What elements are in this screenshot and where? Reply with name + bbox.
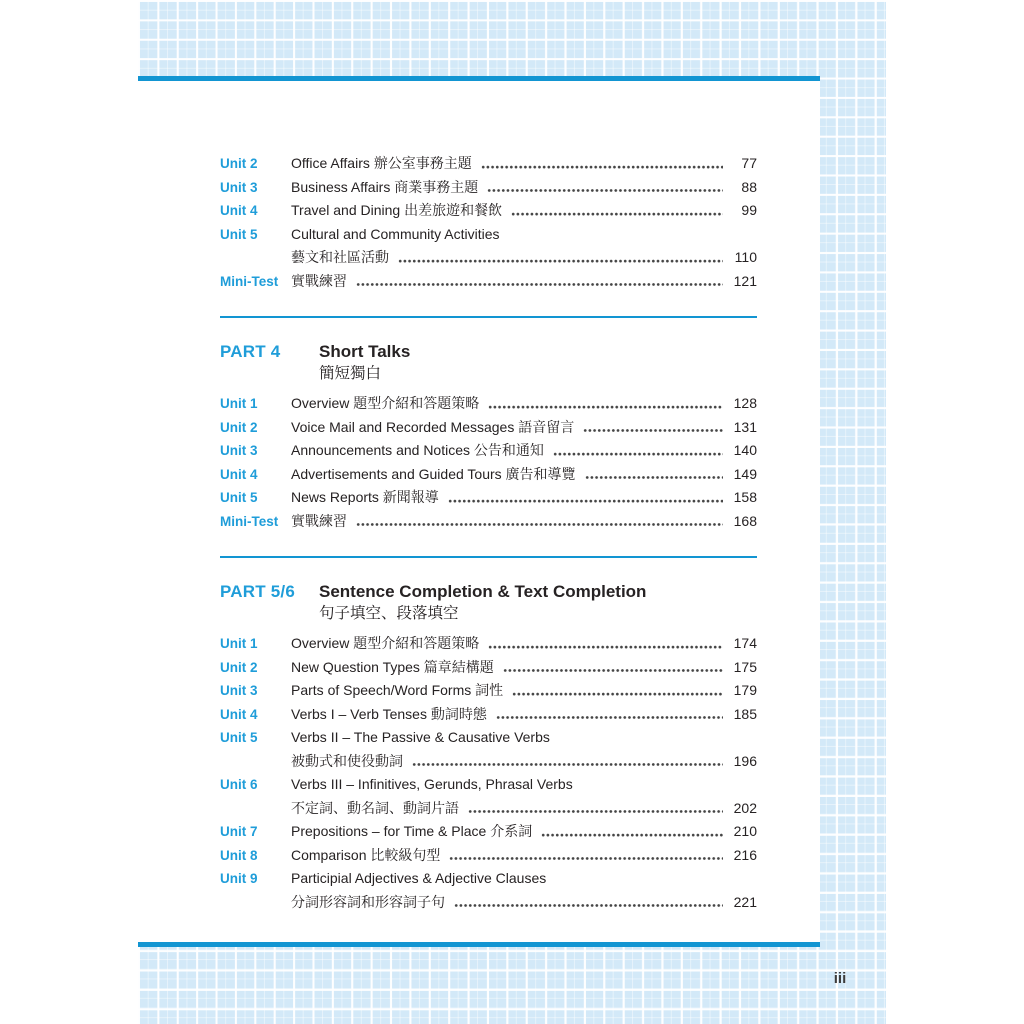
- toc-entry-row: [220, 439, 757, 463]
- toc-entry-row: [220, 152, 757, 176]
- unit-label: Unit 1: [220, 396, 258, 411]
- entry-title: 不定詞、動名詞、動詞片語: [291, 799, 459, 816]
- toc-entry-row: [220, 632, 757, 656]
- toc-entry-row: [220, 510, 757, 534]
- dotted-leader: [511, 199, 723, 223]
- unit-label: Mini-Test: [220, 273, 279, 289]
- entry-title: Verbs III – Infinitives, Gerunds, Phrasal Verbs: [291, 776, 573, 792]
- unit-label: Unit 6: [220, 777, 258, 792]
- entry-title: Travel and Dining 出差旅遊和餐飲: [291, 202, 503, 218]
- toc-entry-row: [220, 486, 757, 510]
- toc-entry-row: [220, 703, 757, 727]
- entry-page-number: 216: [733, 846, 757, 863]
- dotted-leader: [488, 392, 723, 416]
- section-divider: [220, 556, 757, 558]
- unit-label: Unit 2: [220, 659, 258, 675]
- unit-label: Unit 4: [220, 203, 258, 218]
- dotted-leader: [356, 270, 723, 294]
- dotted-leader: [553, 439, 723, 463]
- entry-title: 實戰練習: [291, 512, 347, 529]
- entry-title: Verbs I – Verb Tenses 動詞時態: [291, 705, 487, 722]
- entry-page-number: 179: [733, 682, 757, 698]
- entry-page-number: 196: [733, 752, 757, 769]
- entry-page-number: 121: [733, 272, 757, 289]
- unit-label: Unit 5: [220, 226, 258, 242]
- toc-entry-row: [220, 844, 757, 868]
- entry-page-number: 221: [733, 893, 757, 910]
- dotted-leader: [356, 510, 723, 534]
- toc-entry-row: [220, 270, 757, 294]
- section-titles: [319, 581, 646, 625]
- toc-entry-row: [220, 176, 757, 200]
- toc-entry-row: [220, 797, 757, 821]
- unit-label: Unit 3: [220, 683, 258, 698]
- entry-title: News Reports 新聞報導: [291, 489, 439, 505]
- entry-title: 藝文和社區活動: [291, 249, 389, 265]
- toc-entry-row: [220, 726, 757, 750]
- entry-page-number: 185: [733, 705, 757, 722]
- unit-label: Unit 5: [220, 730, 258, 745]
- dotted-leader: [398, 246, 723, 270]
- entry-title: Office Affairs 辦公室事務主題: [291, 155, 472, 171]
- entry-page-number: 210: [733, 823, 757, 839]
- folio-page-number: iii: [833, 970, 847, 987]
- dotted-leader: [454, 891, 723, 915]
- entry-page-number: 158: [733, 489, 757, 505]
- toc-entry-row: [220, 246, 757, 270]
- toc-content: [220, 152, 757, 914]
- section-title-english: Short Talks: [319, 342, 411, 361]
- entry-page-number: 174: [733, 635, 757, 651]
- section-header: [220, 581, 757, 625]
- part-label: PART 4: [220, 342, 281, 361]
- unit-label: Unit 1: [220, 636, 258, 651]
- unit-label: Unit 7: [220, 824, 258, 839]
- entry-title: Participial Adjectives & Adjective Clauses: [291, 870, 547, 886]
- dotted-leader: [503, 656, 723, 680]
- dotted-leader: [585, 463, 723, 487]
- dotted-leader: [496, 703, 723, 727]
- unit-label: Mini-Test: [220, 513, 279, 529]
- entry-title: Prepositions – for Time & Place 介系詞: [291, 823, 533, 839]
- toc-entry-row: [220, 679, 757, 703]
- toc-entry-row: [220, 656, 757, 680]
- unit-label: Unit 4: [220, 706, 258, 722]
- unit-label: Unit 2: [220, 156, 258, 171]
- section-header: [220, 341, 757, 385]
- section-entries: [220, 392, 757, 533]
- entry-title: Parts of Speech/Word Forms 詞性: [291, 682, 504, 698]
- toc-entry-row: [220, 750, 757, 774]
- entry-page-number: 202: [733, 799, 757, 816]
- entry-page-number: 131: [733, 418, 757, 435]
- unit-label: Unit 8: [220, 847, 258, 863]
- unit-label: Unit 2: [220, 419, 258, 435]
- entry-page-number: 149: [733, 465, 757, 482]
- dotted-leader: [412, 750, 723, 774]
- dotted-leader: [488, 632, 723, 656]
- dotted-leader: [487, 176, 723, 200]
- section-divider: [220, 316, 757, 318]
- entry-title: Voice Mail and Recorded Messages 語音留言: [291, 418, 575, 435]
- page-top-rule: [138, 76, 820, 81]
- entry-title: Cultural and Community Activities: [291, 225, 500, 242]
- entry-title: Verbs II – The Passive & Causative Verbs: [291, 729, 550, 745]
- toc-entry-row: [220, 820, 757, 844]
- entry-title: Overview 題型介紹和答題策略: [291, 635, 480, 651]
- section-title-chinese: 簡短獨白: [319, 365, 382, 382]
- entry-title: 實戰練習: [291, 272, 347, 289]
- entry-title: Announcements and Notices 公告和通知: [291, 442, 544, 458]
- entry-page-number: 77: [741, 155, 757, 171]
- unit-label: Unit 4: [220, 466, 258, 482]
- entry-page-number: 175: [733, 658, 757, 675]
- entry-page-number: 110: [734, 249, 757, 265]
- toc-entry-row: [220, 392, 757, 416]
- page-bottom-rule: [138, 942, 820, 947]
- toc-entry-row: [220, 867, 757, 891]
- dotted-leader: [449, 844, 723, 868]
- dotted-leader: [583, 416, 723, 440]
- unit-label: Unit 5: [220, 490, 258, 505]
- toc-entry-row: [220, 773, 757, 797]
- entry-page-number: 99: [741, 202, 757, 218]
- unit-label: Unit 3: [220, 443, 258, 458]
- section-title-chinese: 句子填空、段落填空: [319, 605, 459, 622]
- dotted-leader: [448, 486, 723, 510]
- entry-title: New Question Types 篇章結構題: [291, 658, 494, 675]
- entry-title: Overview 題型介紹和答題策略: [291, 395, 480, 411]
- dotted-leader: [481, 152, 723, 176]
- section-entries: [220, 632, 757, 914]
- toc-entry-row: [220, 416, 757, 440]
- dotted-leader: [512, 679, 723, 703]
- dotted-leader: [468, 797, 723, 821]
- entry-title: 被動式和使役動詞: [291, 752, 403, 769]
- toc-entry-row: [220, 199, 757, 223]
- toc-entry-row: [220, 891, 757, 915]
- section-titles: [319, 341, 410, 385]
- entry-title: 分詞形容詞和形容詞子句: [291, 893, 445, 910]
- entry-title: Advertisements and Guided Tours 廣告和導覽: [291, 465, 576, 482]
- entry-title: Comparison 比較級句型: [291, 846, 441, 863]
- toc-entry-row: [220, 463, 757, 487]
- unit-label: Unit 9: [220, 871, 258, 886]
- section-title-english: Sentence Completion & Text Completion: [319, 582, 647, 601]
- entry-title: Business Affairs 商業事務主題: [291, 178, 479, 195]
- entry-page-number: 88: [741, 178, 757, 195]
- part-label: PART 5/6: [220, 582, 295, 601]
- entry-page-number: 128: [733, 395, 757, 411]
- unit-label: Unit 3: [220, 179, 258, 195]
- entry-page-number: 140: [733, 442, 757, 458]
- section-entries: [220, 152, 757, 293]
- dotted-leader: [541, 820, 723, 844]
- entry-page-number: 168: [733, 512, 757, 529]
- toc-entry-row: [220, 223, 757, 247]
